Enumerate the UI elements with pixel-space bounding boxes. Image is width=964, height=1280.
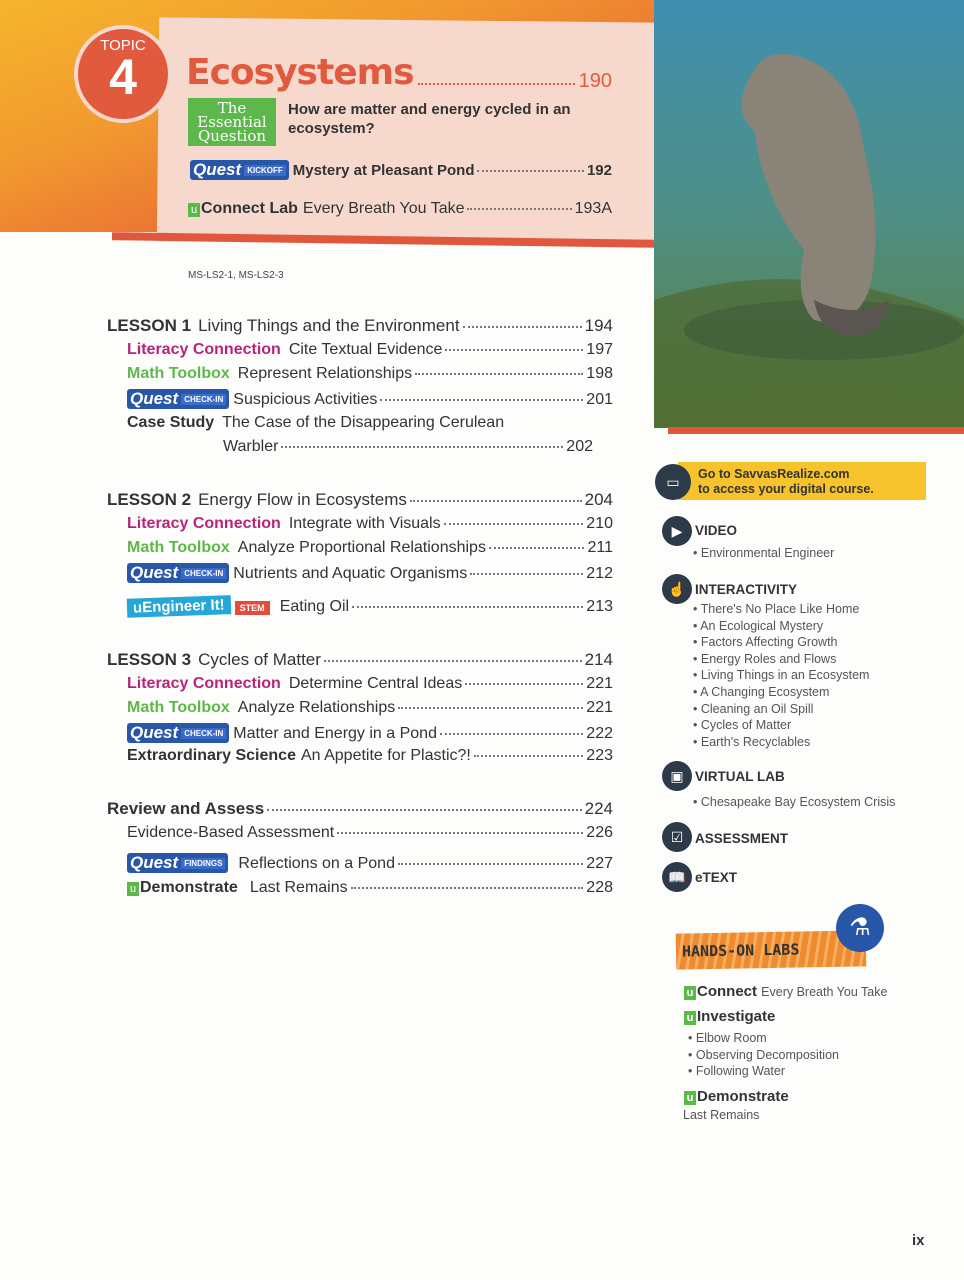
entry-text: Analyze Relationships	[237, 699, 396, 716]
entry-text: 198	[586, 365, 613, 382]
entry-text: 197	[586, 341, 613, 358]
review-row[interactable]	[107, 799, 613, 819]
dot-leader	[463, 326, 582, 328]
assessment-heading[interactable]: ASSESSMENT	[695, 831, 789, 846]
list-item[interactable]: • Elbow Room	[688, 1031, 767, 1045]
entry-text: 223	[586, 747, 613, 764]
list-item[interactable]: • Following Water	[688, 1064, 786, 1079]
lesson-3-quest[interactable]	[127, 723, 613, 743]
entry-text: 226	[586, 824, 613, 841]
dot-leader	[470, 573, 583, 575]
u-icon: u	[188, 203, 200, 217]
lesson-3-math[interactable]	[127, 699, 613, 717]
realize-banner[interactable]: Go to SavvasRealize.com to access your digital course.	[678, 462, 926, 500]
quest-logo: Quest CHECK-IN	[127, 389, 229, 409]
essential-question: How are matter and energy cycled in an ecosystem?	[288, 101, 571, 137]
entry-text: STEM	[235, 601, 270, 615]
dot-leader	[324, 660, 582, 662]
entry-text: Eating Oil	[279, 598, 350, 615]
entry-text: Demonstrate	[140, 879, 238, 896]
topic-page: 190	[578, 70, 612, 92]
topic-title-row	[186, 52, 612, 93]
lesson-2-math[interactable]	[127, 539, 613, 557]
entry-text: Reflections on a Pond	[238, 855, 395, 872]
list-item[interactable]: • Observing Decomposition	[688, 1047, 839, 1062]
entry-text: 214	[584, 650, 613, 669]
entry-text: Evidence-Based Assessment	[127, 824, 335, 841]
hands-on-labs-title: HANDS-ON LABS	[676, 930, 867, 969]
entry-text: Suspicious Activities	[233, 391, 378, 408]
lesson-1-literacy[interactable]	[127, 341, 613, 359]
lesson-3-literacy[interactable]	[127, 675, 613, 693]
connect-lab-label: Connect Lab	[201, 200, 298, 217]
list-item[interactable]: • Environmental Engineer	[693, 546, 835, 560]
essential-question-badge: The Essential Question	[188, 98, 276, 146]
entry-text: Case Study	[127, 414, 215, 431]
list-item[interactable]: • Energy Roles and Flows	[693, 651, 837, 666]
entry-text: 213	[586, 598, 613, 615]
entry-text: Nutrients and Aquatic Organisms	[233, 565, 468, 582]
entry-text: 212	[586, 565, 613, 582]
photo-edge	[668, 427, 964, 434]
connect-lab-title: Every Breath You Take	[302, 200, 465, 217]
entry-text: 204	[584, 490, 613, 509]
interactivity-list	[693, 601, 869, 750]
review-assessment[interactable]	[127, 824, 613, 842]
entry-text: Review and Assess	[107, 799, 265, 818]
dot-leader	[380, 399, 583, 401]
quest-logo: Quest CHECK-IN	[127, 563, 229, 583]
entry-text: 202	[566, 438, 593, 455]
lesson-2-literacy[interactable]	[127, 515, 613, 533]
entry-text: Living Things and the Environment	[198, 316, 460, 335]
entry-text: Cycles of Matter	[198, 650, 321, 669]
dot-leader	[351, 887, 584, 889]
entry-text: Represent Relationships	[237, 365, 413, 382]
entry-text: u	[127, 882, 139, 896]
quest-logo: Quest KICKOFF	[190, 160, 289, 180]
video-list	[693, 545, 834, 562]
dot-leader	[398, 863, 583, 865]
entry-text: Math Toolbox	[127, 365, 230, 382]
entry-text: 221	[586, 675, 613, 692]
list-item[interactable]: • Cleaning an Oil Spill	[693, 701, 814, 716]
topic-badge	[74, 25, 172, 123]
entry-text: LESSON 2	[107, 490, 192, 509]
lesson-1-quest[interactable]	[127, 389, 613, 409]
dot-leader	[267, 809, 581, 811]
entry-text: Literacy Connection	[127, 341, 281, 358]
dot-leader	[415, 373, 583, 375]
review-quest-findings[interactable]	[127, 853, 613, 873]
quest-logo: Quest FINDINGS	[127, 853, 228, 873]
manatee-photo	[654, 0, 964, 428]
entry-text: 224	[584, 799, 613, 818]
entry-text: uEngineer It!	[127, 595, 231, 618]
entry-text: Energy Flow in Ecosystems	[198, 490, 407, 509]
topic-number: 4	[109, 49, 137, 105]
list-item[interactable]: • There's No Place Like Home	[693, 602, 860, 616]
investigate-list	[688, 1030, 839, 1080]
dot-leader	[489, 547, 585, 549]
hand-pointer-icon: ☝	[662, 574, 692, 604]
entry-text: 210	[586, 515, 613, 532]
topic-title: Ecosystems	[186, 52, 414, 93]
labs-connect[interactable]: u Connect Every Breath You Take	[684, 983, 887, 1000]
list-item[interactable]: • Living Things in an Ecosystem	[693, 668, 870, 683]
lesson-1-row[interactable]	[107, 316, 613, 336]
lesson-3-extraordinary[interactable]	[127, 747, 613, 765]
entry-text: 228	[586, 879, 613, 896]
assessment-check-icon: ☑	[662, 822, 692, 852]
entry-text: 221	[586, 699, 613, 716]
entry-text: Warbler	[223, 438, 279, 455]
topic-label: TOPIC	[100, 37, 146, 54]
standards: MS-LS2-1, MS-LS2-3	[188, 270, 284, 281]
dot-leader	[410, 500, 582, 502]
entry-text: Literacy Connection	[127, 675, 281, 692]
dot-leader	[281, 446, 563, 448]
entry-text: 222	[586, 725, 613, 742]
entry-text: Extraordinary Science	[127, 747, 296, 764]
labs-demonstrate[interactable]: u Demonstrate	[684, 1088, 789, 1105]
lesson-2-engineer[interactable]	[127, 597, 613, 616]
lesson-1-case-study[interactable]	[127, 414, 613, 432]
virtual-lab-icon: ▣	[662, 761, 692, 791]
lesson-1-math[interactable]	[127, 365, 613, 383]
demonstrate-text: Last Remains	[683, 1108, 760, 1122]
connect-lab-page: 193A	[574, 200, 612, 217]
entry-text: Analyze Proportional Relationships	[237, 539, 486, 556]
entry-text: Math Toolbox	[127, 539, 230, 556]
list-item[interactable]: • Earth's Recyclables	[693, 734, 811, 749]
book-icon: 📖	[662, 862, 692, 892]
lesson-2-quest[interactable]	[127, 563, 613, 583]
page-number: ix	[912, 1232, 925, 1249]
etext-heading[interactable]: eTEXT	[695, 870, 738, 885]
virtual-lab-heading: VIRTUAL LAB	[695, 769, 785, 784]
dot-leader	[337, 832, 583, 834]
lesson-3-row[interactable]	[107, 650, 613, 670]
entry-text: 201	[586, 391, 613, 408]
entry-text: Last Remains	[249, 879, 348, 896]
video-play-icon: ▶	[662, 516, 692, 546]
dot-leader	[352, 606, 583, 608]
dot-leader	[474, 755, 583, 757]
dot-leader	[467, 208, 571, 210]
connect-lab-row[interactable]	[188, 200, 612, 218]
kickoff-title: Mystery at Pleasant Pond	[292, 162, 475, 179]
quest-kickoff-row[interactable]	[190, 160, 612, 180]
interactivity-heading: INTERACTIVITY	[695, 582, 798, 597]
dot-leader	[445, 349, 583, 351]
kickoff-page: 192	[586, 162, 612, 179]
entry-text: Determine Central Ideas	[288, 675, 463, 692]
dot-leader	[440, 733, 583, 735]
list-item[interactable]: • A Changing Ecosystem	[693, 684, 830, 699]
entry-text: Math Toolbox	[127, 699, 230, 716]
dot-leader	[398, 707, 583, 709]
entry-text: Cite Textual Evidence	[288, 341, 443, 358]
quest-logo: Quest CHECK-IN	[127, 723, 229, 743]
labs-investigate: u Investigate	[684, 1008, 775, 1025]
entry-text: Integrate with Visuals	[288, 515, 441, 532]
list-item[interactable]: • Cycles of Matter	[693, 718, 792, 733]
entry-text: 211	[587, 539, 613, 556]
entry-text: LESSON 3	[107, 650, 192, 669]
flask-icon: ⚗	[836, 904, 884, 952]
laptop-icon: ▭	[655, 464, 691, 500]
dot-leader	[477, 170, 583, 172]
entry-text: An Appetite for Plastic?!	[300, 747, 471, 764]
review-demonstrate[interactable]	[127, 879, 613, 897]
lesson-1-case-study-cont[interactable]	[223, 438, 593, 456]
entry-text: The Case of the Disappearing Cerulean	[222, 414, 505, 431]
entry-text: LESSON 1	[107, 316, 192, 335]
lesson-2-row[interactable]	[107, 490, 613, 510]
list-item[interactable]: • Chesapeake Bay Ecosystem Crisis	[693, 795, 896, 809]
dot-leader	[444, 523, 584, 525]
dot-leader	[465, 683, 583, 685]
virtual-lab-list	[693, 794, 895, 811]
entry-text: Matter and Energy in a Pond	[233, 725, 437, 742]
video-heading: VIDEO	[695, 523, 738, 538]
entry-text: 194	[584, 316, 613, 335]
entry-text: 227	[586, 855, 613, 872]
entry-text: Literacy Connection	[127, 515, 281, 532]
list-item[interactable]: • An Ecological Mystery	[693, 618, 824, 633]
list-item[interactable]: • Factors Affecting Growth	[693, 635, 838, 650]
